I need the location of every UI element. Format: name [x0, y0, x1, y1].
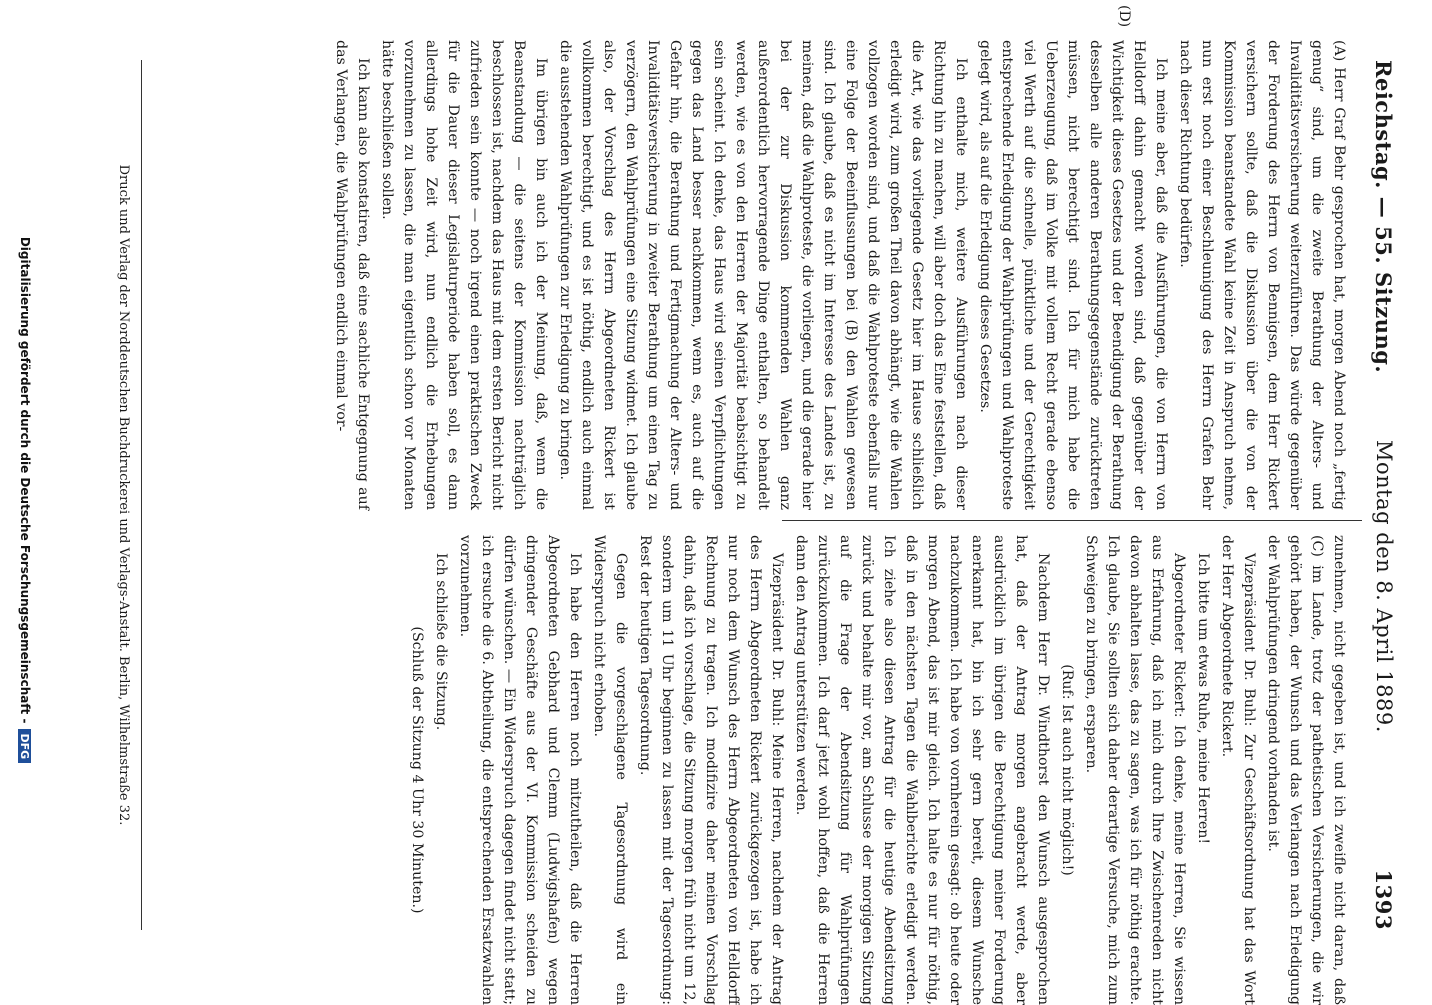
digitization-credit	[18, 70, 32, 930]
interjection: (Ruf: Ist auch nicht möglich!)	[1059, 664, 1075, 876]
paragraph: zunehmen, nicht gegeben ist, und ich zweifle nicht daran, daß (C) im Lande, trotz der pathetischen Versicherungen, die wir gehört haben, der Wunsch und das Verlangen nach Erledigung der Wahlprüfungen dringend vorhanden ist.	[1265, 535, 1347, 1005]
page-number: 1393	[1371, 869, 1396, 930]
column-divider	[782, 520, 1362, 521]
paragraph: (A) Herr Graf Behr gesprochen hat, morgen Abend noch „fertig genug“ sind, um die zweite Berathung der Alters- und Invaliditätsversicherung weiterzuführen. Das würde gegenüber der Forderung des Herrn von Bennigsen, dem Herr Rickert versichern sollte, daß die Diskussion über die von der Kommission beanstandete Wahl keine Zeit in Anspruch nehme, nun erst noch einer Beschleunigung des Herrn Grafen Behr nach dieser Richtung bedürfen.	[1177, 40, 1347, 510]
paragraph: Ich meine aber, daß die Ausführungen, die von Herrn von Helldorff dahin gemacht worden sind, daß gegenüber der Wichtigkeit dieses Gesetzes und der Beendigung der Berathung desselben alle anderen Berathungsgegenstände zurücktreten müssen, nicht berechtigt sind. Ich für mich habe die Ueberzeugung, daß im Volke mit vollem Recht gerade ebenso viel Werth auf die schnelle, pünktliche und der Gerechtigkeit entsprechende Erledigung der Wahlprüfungen und Wahlproteste gelegt wird, als auf die Erledigung dieses Gesetzes.	[977, 40, 1169, 510]
margin-letter-d: (D)	[1116, 5, 1132, 28]
footer-rule	[141, 60, 142, 930]
imprint: Druck und Verlag der Norddeutschen Buchdruckerei und Verlags-Anstalt. Berlin, Wilhelmstraße 32.	[116, 164, 131, 826]
paragraph: Im übrigen bin auch ich der Meinung, daß, wenn die Beanstandung — die seitens der Kommission nachträglich beschlossen ist, nachdem das Haus mit dem ersten Bericht nicht zufrieden sein konnte — noch irgend einen praktischen Zweck für die Dauer dieser Legislaturperiode haben soll, es dann allerdings hohe Zeit wird, nun endlich die Erhebungen vorzunehmen zu lassen, die man eigentlich schon vor Monaten hätte beschließen sollen.	[379, 40, 549, 510]
dfg-logo: DFG	[18, 729, 31, 763]
session-close: (Schluß der Sitzung 4 Uhr 30 Minuten.)	[409, 626, 425, 914]
right-column	[404, 535, 1350, 1005]
paragraph: Ich schließe die Sitzung.	[433, 553, 449, 731]
paragraph: Nachdem Herr Dr. Windthorst den Wunsch ausgesprochen hat, daß der Antrag morgen angebracht werde, aber ausdrücklich im übrigen die Berechtigung meiner Forderung anerkannt hat, bin ich sehr gern bereit, diesem Wunsche nachzukommen. Ich habe von vornherein gesagt: ob heute oder morgen Abend, das ist mir gleich. Ich halte es nur für nöthig, daß in den nächsten Tagen die Wahlberichte erledigt werden. Ich ziehe also diesen Antrag für die heutige Abendsitzung zurück und behalte mir vor, am Schlusse der morgigen Sitzung auf die Frage der Abendsitzung für Wahlprüfungen zurückzukommen. Ich darf jetzt wohl hoffen, daß die Herren dann den Antrag unterstützen werden.	[793, 535, 1051, 1005]
paragraph: Ich habe den Herren noch mitzutheilen, daß die Herren Abgeordneten Gebhard und Clemm (Ludwigshafen) wegen dringender Geschäfte aus der VI. Kommission scheiden zu dürfen wünschen. — Ein Widerspruch dagegen findet nicht statt; ich ersuche die 6. Abtheilung, die entsprechenden Ersatzwahlen vorzunehmen.	[457, 535, 583, 1005]
paragraph: Abgeordneter Rickert: Ich denke, meine Herren, Sie wissen aus Erfahrung, daß ich mich durch Ihre Zwischenreden nicht davon abhalten lasse, das zu sagen, was ich für nöthig erachte. Ich glaube, Sie sollten sich daher derartige Versuche, mich zum Schweigen zu bringen, ersparen.	[1083, 535, 1187, 1005]
paragraph: Vizepräsident Dr. Buhl: Meine Herren, nachdem der Antrag des Herrn Abgeordneten Rickert zurückgezogen ist, habe ich nur noch dem Wunsch des Herrn Abgeordneten von Helldorff Rechnung zu tragen. Ich modifizire daher meinen Vorschlag dahin, daß ich vorschlage, die Sitzung morgen früh nicht um 12, sondern um 11 Uhr beginnen zu lassen mit der Tagesordnung: Rest der heutigen Tagesordnung.	[637, 535, 785, 1005]
paragraph: Gegen die vorgeschlagene Tagesordnung wird ein Widerspruch nicht erhoben.	[591, 535, 629, 1005]
header-date: Montag den 8. April 1889.	[1372, 440, 1396, 733]
paragraph: Ich bitte um etwas Ruhe, meine Herren!	[1195, 553, 1211, 845]
paragraph: Ich kann also konstatiren, daß eine sachliche Entgegnung auf das Verlangen, die Wahlprüfungen endlich einmal vor-	[333, 40, 371, 510]
left-column	[328, 40, 1350, 510]
credit-text: Digitalisierung gefördert durch die Deutsche Forschungsgemeinschaft -	[18, 236, 32, 724]
header-left: Reichstag. — 55. Sitzung.	[1371, 60, 1396, 374]
paragraph: Ich enthalte mich, weitere Ausführungen nach dieser Richtung hin zu machen, will aber doch das Eine feststellen, daß die Art, wie das vorliegende Gesetz hier im Hause schließlich erledigt wird, zum großen Theil davon abhängt, wie die Wahlen vollzogen worden sind, und daß die Wahlproteste ebenfalls nur eine Folge der Beeinflussungen bei (B) den Wahlen gewesen sind. Ich glaube, daß es nicht im Interesse des Landes ist, zu meinen, daß die Wahlproteste, die vorliegen, und die gerade hier bei der zur Diskussion kommenden Wahlen ganz außerordentlich hervorragende Dinge enthalten, so behandelt werden, wie es von den Herren der Majorität beabsichtigt zu sein scheint. Ich denke, das Haus wird seinen Verpflichtungen gegen das Land besser nachkommen, wenn es, auch auf die Gefahr hin, die Berathung und Fertigmachung der Alters- und Invaliditätsversicherung in zweiter Berathung um einen Tag zu verzögern, den Wahlprüfungen eine Sitzung widmet. Ich glaube also, der Vorschlag des Herrn Abgeordneten Rickert ist vollkommen berechtigt, und es ist nöthig, endlich auch einmal die ausstehenden Wahlprüfungen zur Erledigung zu bringen.	[557, 40, 969, 510]
paragraph: Vizepräsident Dr. Buhl: Zur Geschäftsordnung hat das Wort der Herr Abgeordnete Rickert.	[1219, 535, 1257, 1005]
page-header	[1366, 60, 1396, 930]
